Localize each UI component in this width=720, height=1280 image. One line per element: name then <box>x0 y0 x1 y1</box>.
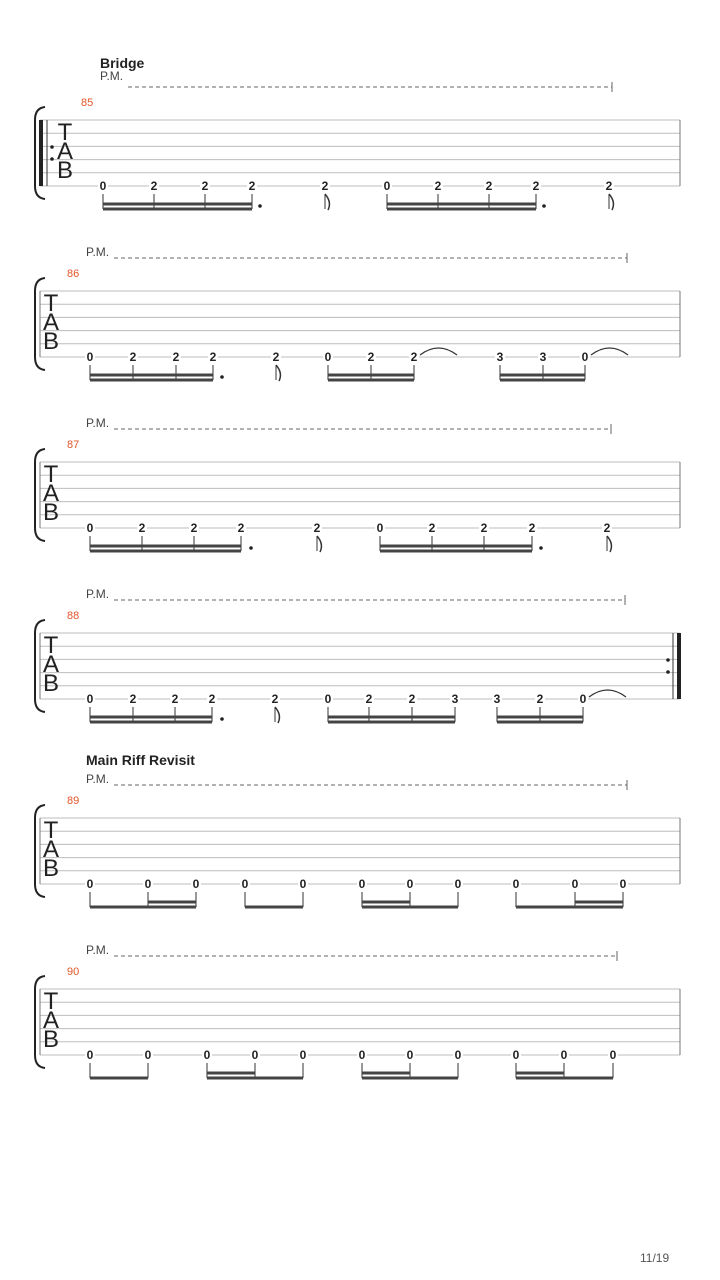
fret-number: 2 <box>365 692 373 706</box>
note-flag <box>317 536 321 552</box>
measure-number: 85 <box>81 97 94 109</box>
fret-number: 2 <box>605 179 613 193</box>
tab-letter-a: A <box>42 480 60 507</box>
tab-system-88 <box>35 587 681 723</box>
fret-number: 0 <box>406 877 414 891</box>
repeat-dot <box>50 157 54 161</box>
note-flag <box>276 365 280 381</box>
fret-number: 0 <box>454 1048 462 1062</box>
fret-number: 2 <box>138 521 146 535</box>
tab-system-90 <box>35 943 680 1078</box>
fret-number: 0 <box>144 877 152 891</box>
fret-number: 0 <box>512 1048 520 1062</box>
dot <box>220 375 224 379</box>
tab-letter-a: A <box>42 651 60 678</box>
fret-number: 0 <box>560 1048 568 1062</box>
fret-number: 0 <box>571 877 579 891</box>
tab-system-89 <box>35 752 680 907</box>
fret-number: 2 <box>536 692 544 706</box>
fret-number: 0 <box>581 350 589 364</box>
tab-letter-b: B <box>56 157 74 184</box>
fret-number: 0 <box>454 877 462 891</box>
fret-number: 2 <box>480 521 488 535</box>
fret-number: 0 <box>192 877 200 891</box>
fret-number: 2 <box>150 179 158 193</box>
tab-letter-t: T <box>43 632 59 659</box>
fret-number: 2 <box>321 179 329 193</box>
fret-number: 0 <box>86 521 94 535</box>
fret-number: 0 <box>86 350 94 364</box>
fret-number: 2 <box>528 521 536 535</box>
fret-number: 0 <box>579 692 587 706</box>
fret-number: 0 <box>86 1048 94 1062</box>
section-title: Main Riff Revisit <box>86 752 195 768</box>
tab-letter-b: B <box>42 1026 60 1053</box>
fret-number: 2 <box>208 692 216 706</box>
fret-number: 0 <box>144 1048 152 1062</box>
palm-mute-label: P.M. <box>86 416 110 430</box>
fret-number: 0 <box>376 521 384 535</box>
measure-number: 90 <box>67 966 80 978</box>
fret-number: 3 <box>496 350 504 364</box>
fret-number: 0 <box>324 350 332 364</box>
tab-letter-a: A <box>56 138 74 165</box>
fret-number: 0 <box>299 877 307 891</box>
dot <box>220 717 224 721</box>
fret-number: 0 <box>619 877 627 891</box>
tab-letter-b: B <box>42 855 60 882</box>
palm-mute-label: P.M. <box>86 943 110 957</box>
measure-number: 89 <box>67 795 80 807</box>
note-flag <box>325 194 329 210</box>
fret-number: 0 <box>251 1048 259 1062</box>
tab-system-87 <box>35 416 680 552</box>
fret-number: 0 <box>324 692 332 706</box>
palm-mute-label: P.M. <box>86 587 110 601</box>
fret-number: 3 <box>539 350 547 364</box>
tab-letter-t: T <box>43 461 59 488</box>
tie-arc <box>589 690 626 697</box>
dot <box>539 546 543 550</box>
fret-number: 3 <box>451 692 459 706</box>
fret-number: 0 <box>241 877 249 891</box>
note-flag <box>609 194 613 210</box>
dot <box>258 204 262 208</box>
tab-letter-b: B <box>42 670 60 697</box>
fret-number: 2 <box>367 350 375 364</box>
fret-number: 2 <box>190 521 198 535</box>
fret-number: 2 <box>603 521 611 535</box>
fret-number: 2 <box>209 350 217 364</box>
tab-letter-a: A <box>42 836 60 863</box>
fret-number: 2 <box>485 179 493 193</box>
fret-number: 2 <box>434 179 442 193</box>
tab-letter-a: A <box>42 1007 60 1034</box>
tie-arc <box>420 348 457 355</box>
tab-system-86 <box>35 245 680 381</box>
fret-number: 0 <box>358 1048 366 1062</box>
fret-number: 2 <box>172 350 180 364</box>
tab-letter-t: T <box>43 988 59 1015</box>
tab-letter-b: B <box>42 328 60 355</box>
note-flag <box>275 707 279 723</box>
fret-number: 0 <box>512 877 520 891</box>
fret-number: 2 <box>129 692 137 706</box>
repeat-dot <box>50 145 54 149</box>
fret-number: 2 <box>237 521 245 535</box>
fret-number: 0 <box>406 1048 414 1062</box>
fret-number: 2 <box>171 692 179 706</box>
section-title: Bridge <box>100 55 145 71</box>
palm-mute-label: P.M. <box>86 245 110 259</box>
dot <box>249 546 253 550</box>
fret-number: 0 <box>358 877 366 891</box>
fret-number: 2 <box>408 692 416 706</box>
palm-mute-label: P.M. <box>100 69 124 83</box>
tab-letter-t: T <box>43 290 59 317</box>
palm-mute-label: P.M. <box>86 772 110 786</box>
fret-number: 0 <box>383 179 391 193</box>
repeat-end-thick-bar <box>677 633 681 699</box>
measure-number: 86 <box>67 268 80 280</box>
fret-number: 2 <box>428 521 436 535</box>
fret-number: 2 <box>201 179 209 193</box>
repeat-start-thick-bar <box>39 120 43 186</box>
repeat-dot <box>666 658 670 662</box>
fret-number: 2 <box>313 521 321 535</box>
fret-number: 2 <box>129 350 137 364</box>
fret-number: 0 <box>203 1048 211 1062</box>
tab-letter-b: B <box>42 499 60 526</box>
repeat-dot <box>666 670 670 674</box>
tab-letter-t: T <box>43 817 59 844</box>
fret-number: 0 <box>86 877 94 891</box>
page-number: 11/19 <box>640 1251 670 1265</box>
fret-number: 0 <box>609 1048 617 1062</box>
tie-arc <box>591 348 628 355</box>
fret-number: 2 <box>271 692 279 706</box>
fret-number: 0 <box>299 1048 307 1062</box>
dot <box>542 204 546 208</box>
fret-number: 0 <box>99 179 107 193</box>
fret-number: 2 <box>532 179 540 193</box>
tab-system-85 <box>35 55 680 210</box>
fret-number: 3 <box>493 692 501 706</box>
tab-letter-a: A <box>42 309 60 336</box>
fret-number: 2 <box>410 350 418 364</box>
note-flag <box>607 536 611 552</box>
measure-number: 87 <box>67 439 80 451</box>
fret-number: 2 <box>248 179 256 193</box>
fret-number: 0 <box>86 692 94 706</box>
tab-letter-t: T <box>57 119 73 146</box>
fret-number: 2 <box>272 350 280 364</box>
measure-number: 88 <box>67 610 80 622</box>
